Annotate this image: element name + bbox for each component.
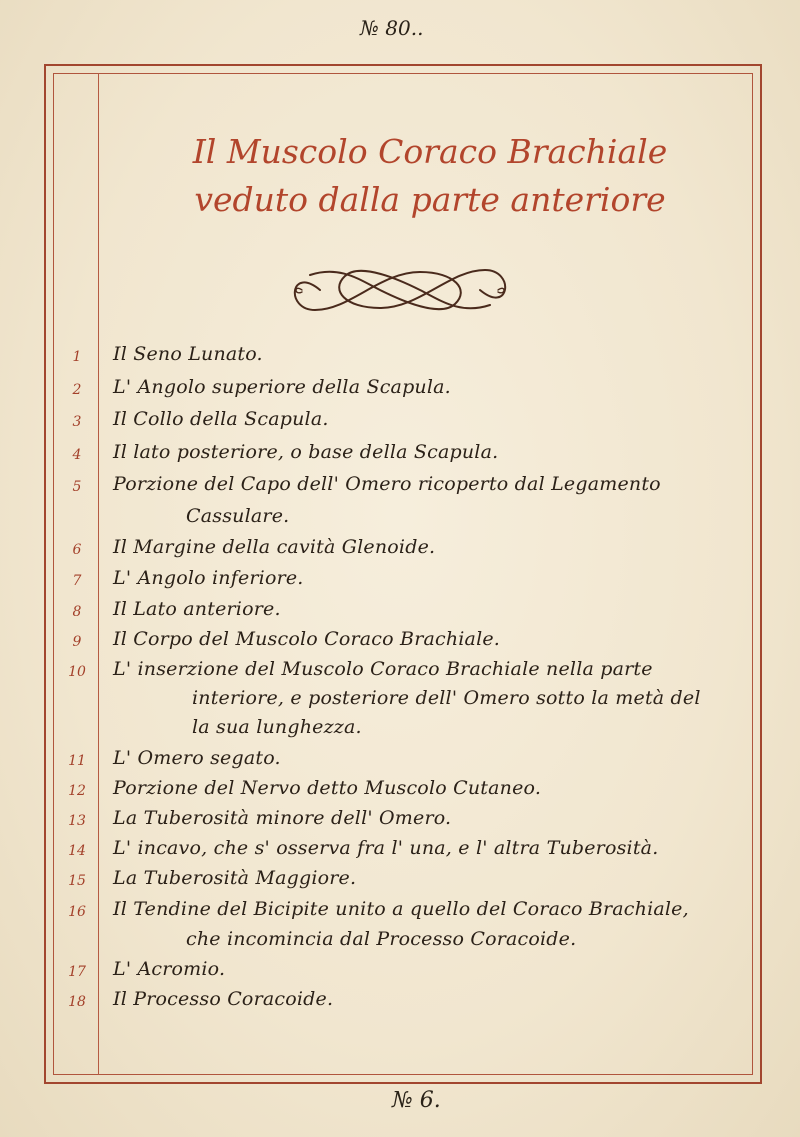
title-line-2: veduto dalla parte anteriore [194,180,666,219]
entry-text: La Tuberosità Maggiore. [113,867,357,889]
entry-text: Il Collo della Scapula. [113,408,329,430]
entry-text: Il Margine della cavità Glenoide. [113,536,436,558]
entry-number: 11 [68,753,86,769]
entry-text: Il lato posteriore, o base della Scapula. [113,441,499,463]
entry-number: 2 [72,382,82,398]
entry-text: Il Tendine del Bicipite unito a quello del Coraco Brachiale, [113,898,689,920]
entry-text: L' inserzione del Muscolo Coraco Brachiale nella parte [113,658,653,680]
entry-number: 16 [68,904,86,920]
entry-number: 1 [72,349,82,365]
entry-text: Porzione del Capo dell' Omero ricoperto dal Legamento [113,473,661,495]
entry-number: 12 [68,783,86,799]
entry-number: 10 [68,664,86,680]
margin-rule [98,73,99,1075]
entry-number: 18 [68,994,86,1010]
entry-number: 3 [72,414,82,430]
entry-text: Il Corpo del Muscolo Coraco Brachiale. [113,628,501,650]
entry-text-continuation: interiore, e posteriore dell' Omero sotto la metà del [192,687,701,709]
entry-text-continuation: Cassulare. [186,505,290,527]
entry-number: 14 [68,843,86,859]
entry-text: L' incavo, che s' osserva fra l' una, e l' altra Tuberosità. [113,837,659,859]
entry-number: 8 [72,604,82,620]
entry-number: 9 [72,634,82,650]
title-line-1: Il Muscolo Coraco Brachiale [192,132,668,171]
entry-text: L' Angolo inferiore. [113,567,304,589]
entry-text: Porzione del Nervo detto Muscolo Cutaneo. [113,777,542,799]
entry-text-continuation: la sua lunghezza. [192,716,362,738]
entry-number: 13 [68,813,86,829]
entry-number: 15 [68,873,86,889]
entry-text: La Tuberosità minore dell' Omero. [113,807,452,829]
entry-text: L' Omero segato. [113,747,281,769]
entry-text: Il Lato anteriore. [113,598,281,620]
entry-number: 5 [72,479,82,495]
calligraphic-flourish-icon [280,260,520,320]
entry-number: 17 [68,964,86,980]
page-number-bottom: № 6. [392,1088,441,1113]
entry-text: L' Angolo superiore della Scapula. [113,376,451,398]
entry-text: Il Processo Coracoide. [113,988,334,1010]
entry-number: 4 [72,447,82,463]
entry-text: Il Seno Lunato. [113,343,263,365]
entry-number: 7 [72,573,82,589]
entry-number: 6 [72,542,82,558]
entry-text-continuation: che incomincia dal Processo Coracoide. [186,928,577,950]
page-number-top: № 80.. [360,16,424,40]
entry-text: L' Acromio. [113,958,226,980]
